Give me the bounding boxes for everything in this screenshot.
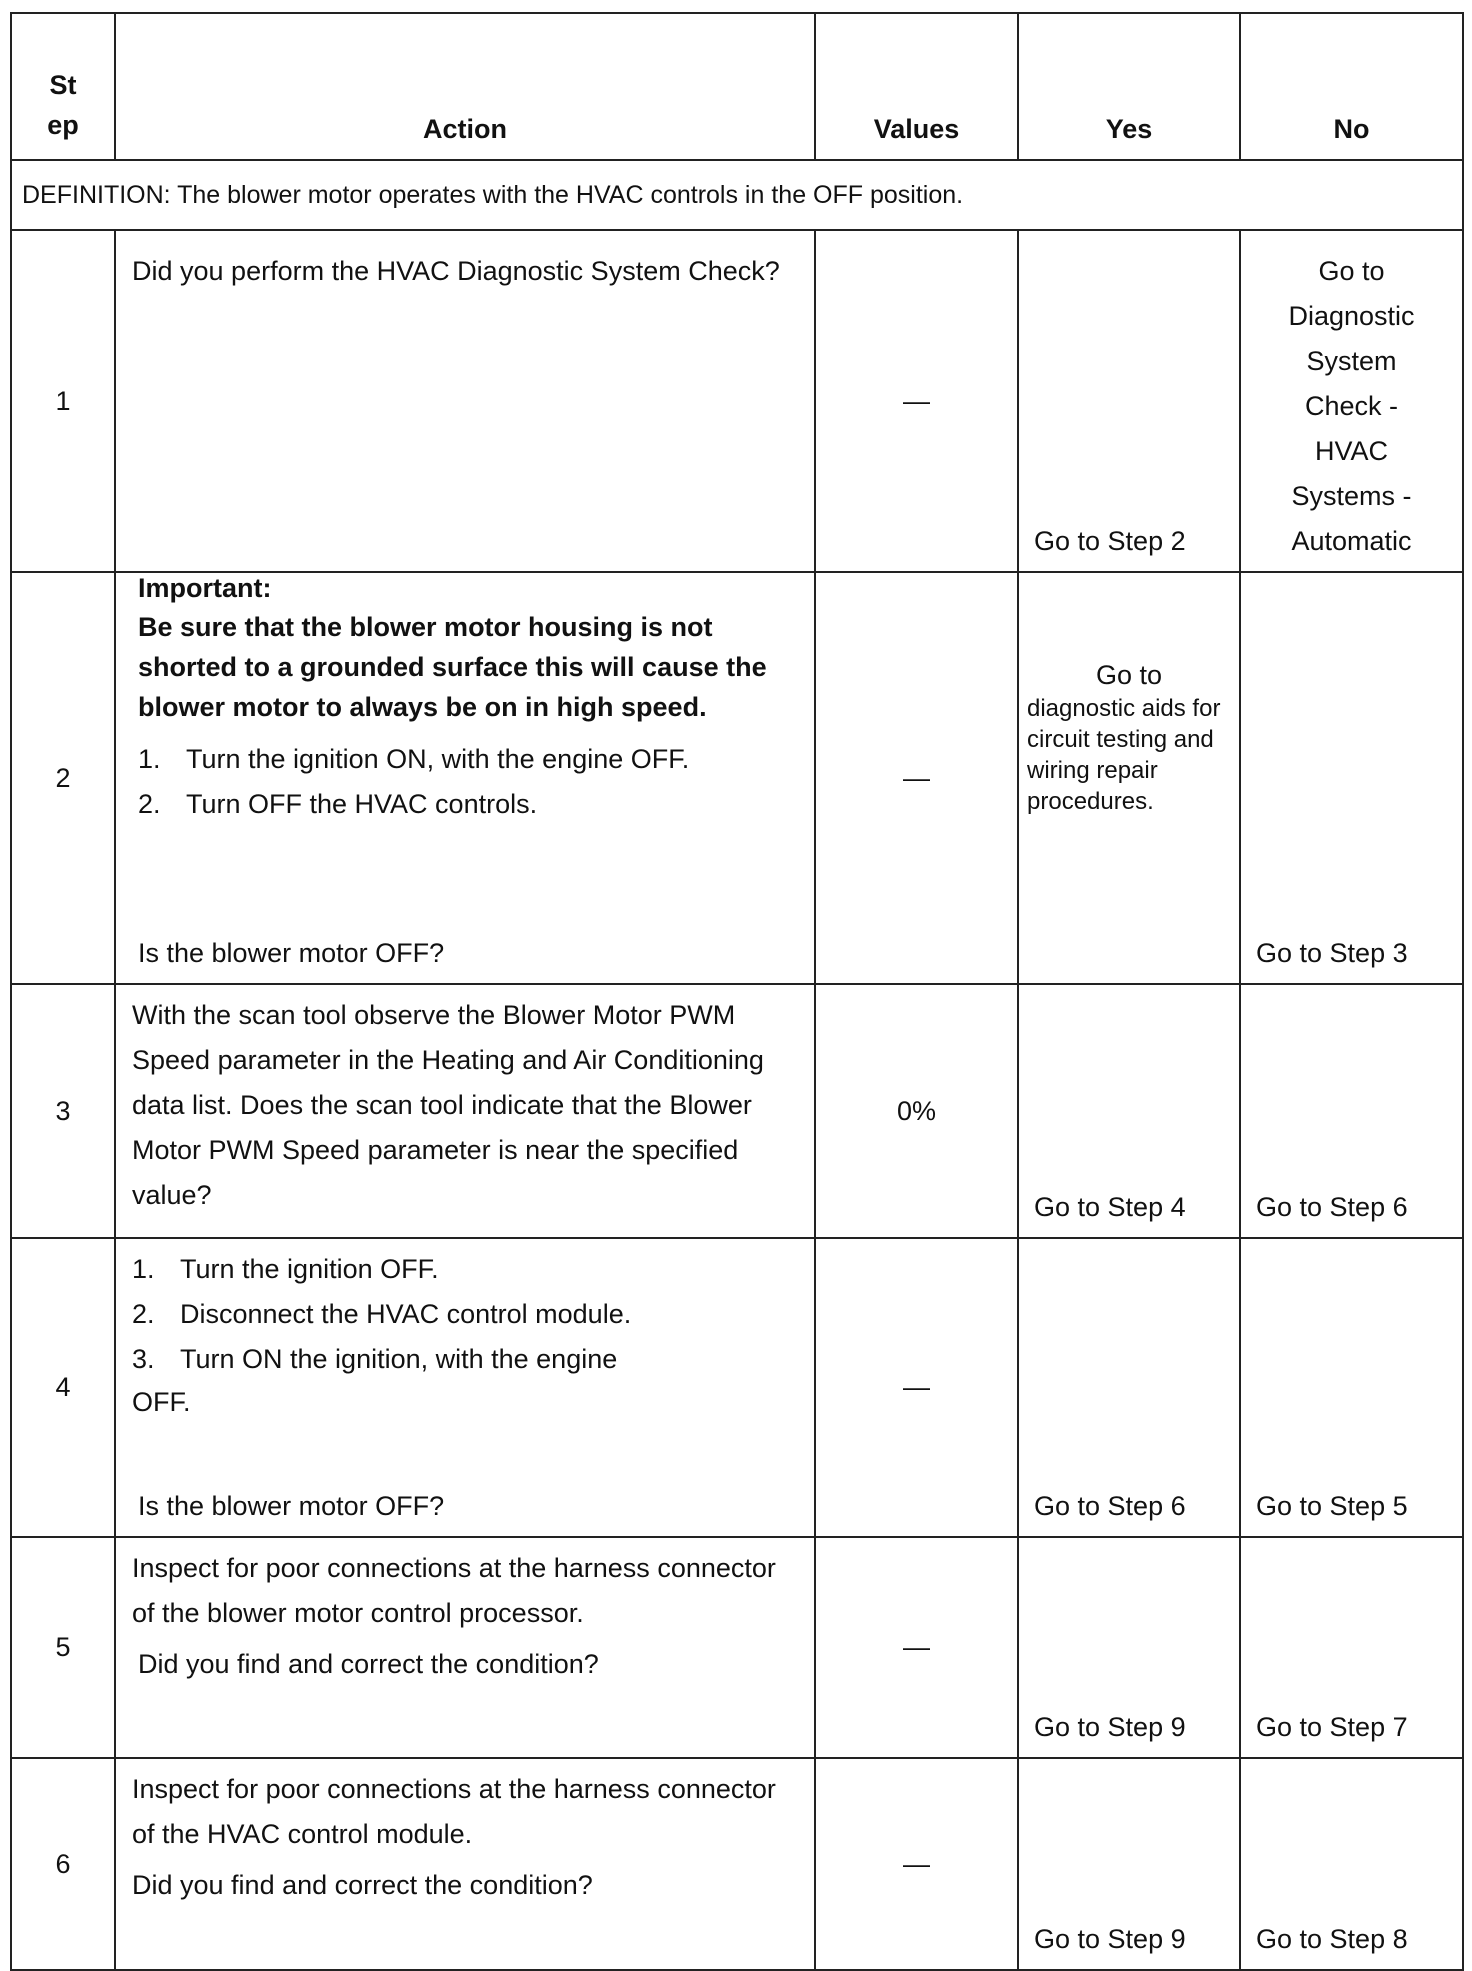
value-cell: —	[815, 572, 1018, 984]
step-number: 5	[11, 1537, 115, 1758]
yes-link[interactable]: Go to Step 2	[1034, 526, 1186, 556]
step-number: 4	[11, 1238, 115, 1537]
table-row	[11, 1537, 1463, 1758]
action-cell	[115, 572, 815, 984]
no-link[interactable]: Go to Step 3	[1256, 938, 1408, 968]
definition-row	[11, 160, 1463, 230]
question-text: Is the blower motor OFF?	[138, 1491, 445, 1521]
no-cell	[1240, 984, 1463, 1238]
action-text: Inspect for poor connections at the harness connector of the HVAC control module.	[132, 1774, 776, 1849]
important-note: Be sure that the blower motor housing is not shorted to a grounded surface this will cause the blower motor to always be on in high speed.	[138, 612, 767, 722]
step-number: 1	[11, 230, 115, 572]
value-cell: —	[815, 1758, 1018, 1970]
action-cell	[115, 1238, 815, 1537]
header-no: No	[1240, 13, 1463, 160]
action-cell	[115, 1758, 815, 1970]
substep-list	[132, 1247, 798, 1382]
value-cell: —	[815, 230, 1018, 572]
question-text: Is the blower motor OFF?	[138, 938, 445, 968]
header-action: Action	[115, 13, 815, 160]
question-text: Did you find and correct the condition?	[138, 1649, 599, 1679]
header-step: St ep	[11, 13, 115, 160]
no-link[interactable]: Go to Step 8	[1256, 1924, 1408, 1954]
substep-tail: OFF.	[132, 1387, 191, 1417]
step-number: 3	[11, 984, 115, 1238]
action-cell	[115, 230, 815, 572]
yes-cell	[1018, 230, 1240, 572]
no-cell	[1240, 1238, 1463, 1537]
no-cell	[1240, 1758, 1463, 1970]
header-row	[11, 13, 1463, 160]
table-row	[11, 984, 1463, 1238]
question-text: Did you find and correct the condition?	[132, 1870, 593, 1900]
no-link[interactable]: Go to Step 6	[1256, 1192, 1408, 1222]
value-cell: —	[815, 1238, 1018, 1537]
yes-link[interactable]: Go to Step 6	[1034, 1491, 1186, 1521]
step-number: 2	[11, 572, 115, 984]
list-item: 1. Turn the ignition OFF.	[132, 1254, 439, 1284]
no-cell	[1240, 230, 1463, 572]
yes-cell	[1018, 1238, 1240, 1537]
header-values: Values	[815, 13, 1018, 160]
table-row	[11, 572, 1463, 984]
yes-cell	[1018, 572, 1240, 984]
yes-link[interactable]: Go to Step 9	[1034, 1924, 1186, 1954]
action-text: Did you perform the HVAC Diagnostic System Check?	[132, 256, 780, 286]
yes-cell	[1018, 1758, 1240, 1970]
definition-text: DEFINITION: The blower motor operates with the HVAC controls in the OFF position.	[11, 160, 1463, 230]
header-yes: Yes	[1018, 13, 1240, 160]
substep-list	[138, 737, 798, 827]
yes-cell	[1018, 984, 1240, 1238]
table-row	[11, 230, 1463, 572]
no-link[interactable]: Go to Diagnostic System Check - HVAC Systems - Automatic	[1288, 256, 1415, 556]
value-cell: 0%	[815, 984, 1018, 1238]
step-number: 6	[11, 1758, 115, 1970]
table-row	[11, 1238, 1463, 1537]
yes-link[interactable]: Go to Step 9	[1034, 1712, 1186, 1742]
diagnostic-table	[10, 12, 1464, 1971]
important-label: Important:	[138, 573, 272, 603]
action-text: Inspect for poor connections at the harness connector of the blower motor control processor.	[132, 1553, 776, 1628]
no-cell	[1240, 1537, 1463, 1758]
yes-cell	[1018, 1537, 1240, 1758]
value-cell: —	[815, 1537, 1018, 1758]
action-text: With the scan tool observe the Blower Motor PWM Speed parameter in the Heating and Air Conditioning data list. Does the scan tool indicate that the Blower Motor PWM Speed parameter is near the specified value?	[132, 1000, 764, 1210]
list-item: 2. Turn OFF the HVAC controls.	[138, 789, 538, 819]
list-item: 2. Disconnect the HVAC control module.	[132, 1299, 632, 1329]
no-link[interactable]: Go to Step 5	[1256, 1491, 1408, 1521]
action-cell	[115, 1537, 815, 1758]
yes-link[interactable]: Go to Step 4	[1034, 1192, 1186, 1222]
list-item: 3. Turn ON the ignition, with the engine	[132, 1344, 618, 1374]
list-item: 1. Turn the ignition ON, with the engine OFF.	[138, 744, 690, 774]
no-link[interactable]: Go to Step 7	[1256, 1712, 1408, 1742]
table-row	[11, 1758, 1463, 1970]
action-cell	[115, 984, 815, 1238]
no-cell	[1240, 572, 1463, 984]
yes-link[interactable]: Go to diagnostic aids for circuit testing and wiring repair procedures.	[1027, 660, 1221, 815]
